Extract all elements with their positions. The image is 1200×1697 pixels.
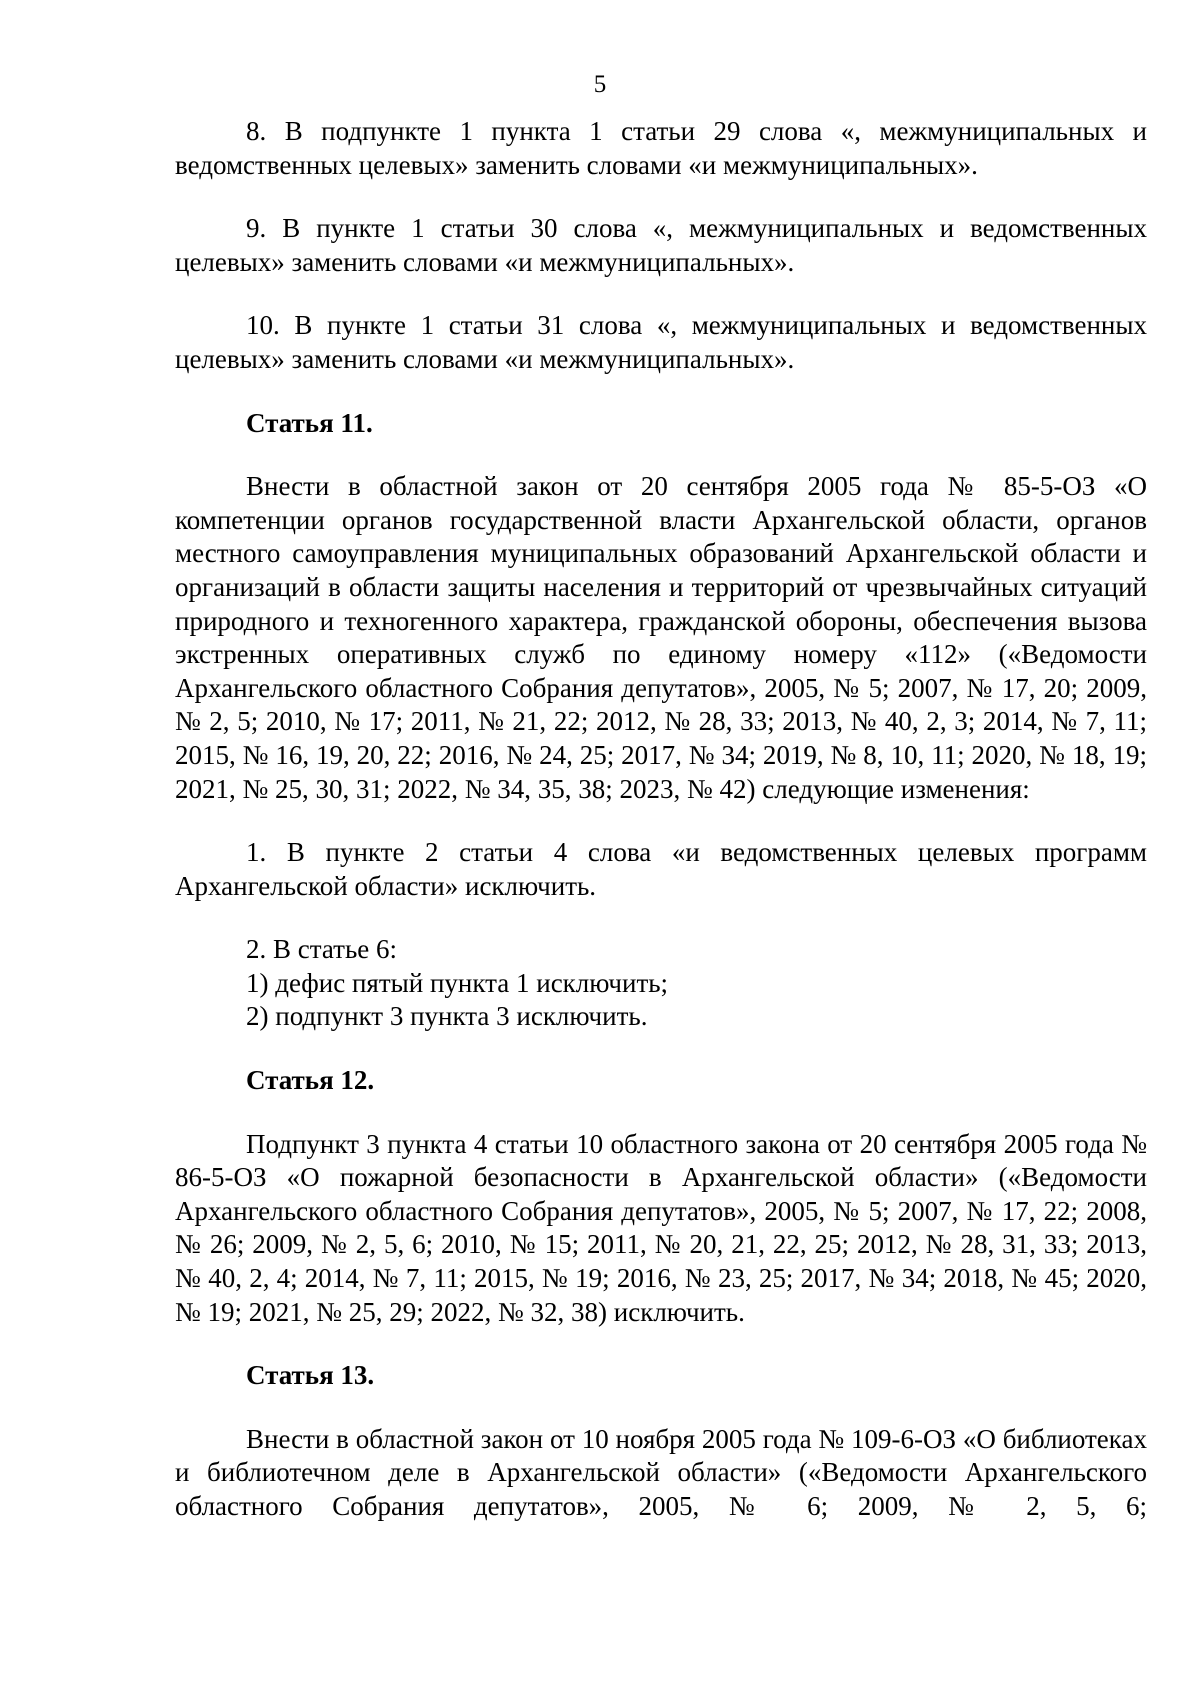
- article-11-item-2-sub-2: 2) подпункт 3 пункта 3 исключить.: [246, 1001, 648, 1032]
- paragraph-10: 10. В пункте 1 статьи 31 слова «, межмуниципальных и ведомственных целевых» заменить словами «и межмуниципальных».: [175, 310, 1147, 374]
- article-11-item-2-sub-1: 1) дефис пятый пункта 1 исключить;: [246, 967, 669, 998]
- article-11-item-1: 1. В пункте 2 статьи 4 слова «и ведомственных целевых программ Архангельской области» исключить.: [175, 837, 1147, 901]
- document-body: [175, 115, 1147, 1554]
- article-12-text: Подпункт 3 пункта 4 статьи 10 областного закона от 20 сентября 2005 года № 86-5-ОЗ «О пожарной безопасности в Архангельской области» («Ведомости Архангельского областного Собрания депутатов», 2005, № 5; 2007, № 17, 22; 2008, № 26; 2009, № 2, 5, 6; 2010, № 15; 2011, № 20, 21, 22, 25; 2012, № 28, 31, 33; 2013, № 40, 2, 4; 2014, № 7, 11; 2015, № 19; 2016, № 23, 25; 2017, № 34; 2018, № 45; 2020, № 19; 2021, № 25, 29; 2022, № 32, 38) исключить.: [175, 1128, 1147, 1327]
- article-11-heading: Статья 11.: [246, 407, 373, 438]
- paragraph-9: 9. В пункте 1 статьи 30 слова «, межмуниципальных и ведомственных целевых» заменить словами «и межмуниципальных».: [175, 213, 1147, 277]
- article-13-text: Внести в областной закон от 10 ноября 2005 года № 109-6-ОЗ «О библиотеках и библиотечном деле в Архангельской области» («Ведомости Архангельского областного Собрания депутатов», 2005, № 6; 2009, № 2, 5, 6;: [175, 1423, 1147, 1521]
- article-13-heading: Статья 13.: [246, 1360, 375, 1391]
- page-number: 5: [593, 71, 607, 98]
- article-11-item-2-title: 2. В статье 6:: [246, 934, 398, 965]
- article-12-heading: Статья 12.: [246, 1065, 375, 1096]
- article-11-item-2: [175, 933, 1147, 1034]
- article-11-intro: Внести в областной закон от 20 сентября 2005 года № 85-5-ОЗ «О компетенции органов государственной власти Архангельской области, органов местного самоуправления муниципальных образований Архангельской области и организаций в области защиты населения и территорий от чрезвычайных ситуаций природного и техногенного характера, гражданской обороны, обеспечения вызова экстренных оперативных служб по единому номеру «112» («Ведомости Архангельского областного Собрания депутатов», 2005, № 5; 2007, № 17, 20; 2009, № 2, 5; 2010, № 17; 2011, № 21, 22; 2012, № 28, 33; 2013, № 40, 2, 3; 2014, № 7, 11; 2015, № 16, 19, 20, 22; 2016, № 24, 25; 2017, № 34; 2019, № 8, 10, 11; 2020, № 18, 19; 2021, № 25, 30, 31; 2022, № 34, 35, 38; 2023, № 42) следующие изменения:: [175, 471, 1147, 804]
- paragraph-8: 8. В подпункте 1 пункта 1 статьи 29 слова «, межмуниципальных и ведомственных целевых» заменить словами «и межмуниципальных».: [175, 116, 1147, 180]
